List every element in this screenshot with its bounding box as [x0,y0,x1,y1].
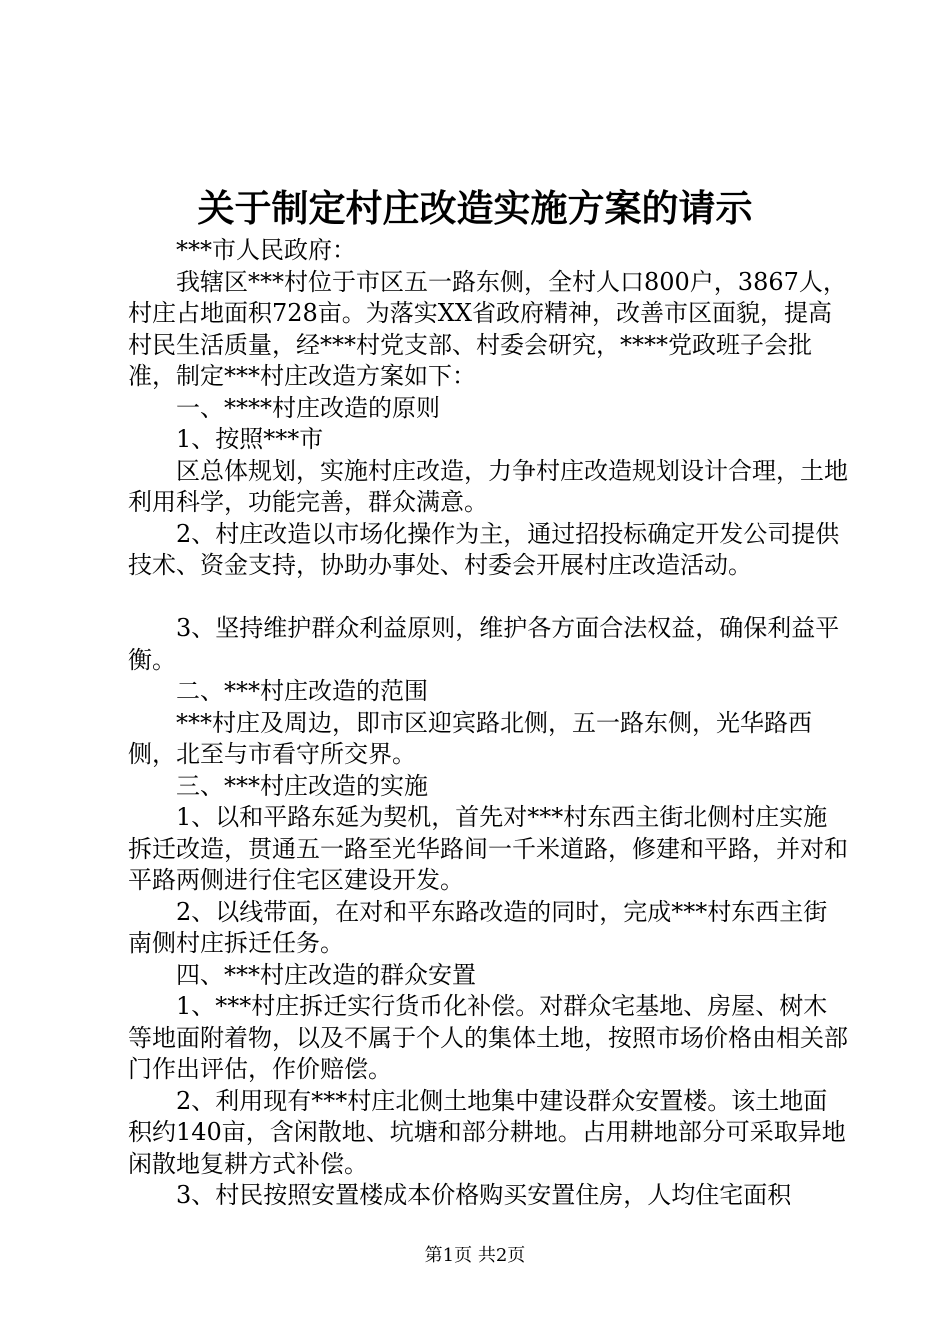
section-heading: 四、***村庄改造的群众安置 [176,960,476,989]
paragraph: 我辖区***村位于市区五一路东侧，全村人口800户，3867人，村庄占地面积728亩。为落实XX省政府精神，改善市区面貌，提高村民生活质量，经***村党支部、村委会研究，****党政班子会批准，制定***村庄改造方案如下： [128,267,847,390]
section-heading: 二、***村庄改造的范围 [176,677,428,705]
blank-line [128,582,848,614]
salutation: ***市人民政府： [176,236,356,264]
paragraph: 1、***村庄拆迁实行货币化补偿。对群众宅基地、房屋、树木等地面附着物，以及不属于个人的集体土地，按照市场价格由相关部门作出评估，作价赔偿。 [128,992,848,1083]
paragraph: ***村庄及周边，即市区迎宾路北侧，五一路东侧，光华路西侧，北至与市看守所交界。 [128,708,812,768]
paragraph: 1、以和平路东延为契机，首先对***村东西主街北侧村庄实施拆迁改造，贯通五一路至光华路间一千米道路，修建和平路，并对和平路两侧进行住宅区建设开发。 [128,803,848,894]
paragraph: 3、村民按照安置楼成本价格购买安置住房，人均住宅面积 [176,1181,792,1209]
document-title: 关于制定村庄改造实施方案的请示 [197,187,753,230]
paragraph: 2、利用现有***村庄北侧土地集中建设群众安置楼。该土地面积约140亩，含闲散地、坑塘和部分耕地。占用耕地部分可采取异地闲散地复耕方式补偿。 [128,1086,846,1178]
paragraph: 1、按照***市 [176,425,324,453]
document-body [128,235,848,1212]
page-number: 第1页 共2页 [424,1245,526,1266]
paragraph: 区总体规划，实施村庄改造，力争村庄改造规划设计合理，土地利用科学，功能完善，群众满意。 [128,456,848,516]
paragraph: 2、以线带面，在对和平东路改造的同时，完成***村东西主街南侧村庄拆迁任务。 [128,897,828,957]
section-heading: 一、****村庄改造的原则 [176,393,440,422]
paragraph: 3、坚持维护群众利益原则，维护各方面合法权益，确保利益平衡。 [128,614,840,674]
section-heading: 三、***村庄改造的实施 [176,771,428,800]
paragraph: 2、村庄改造以市场化操作为主，通过招投标确定开发公司提供技术、资金支持，协助办事处、村委会开展村庄改造活动。 [128,519,840,579]
